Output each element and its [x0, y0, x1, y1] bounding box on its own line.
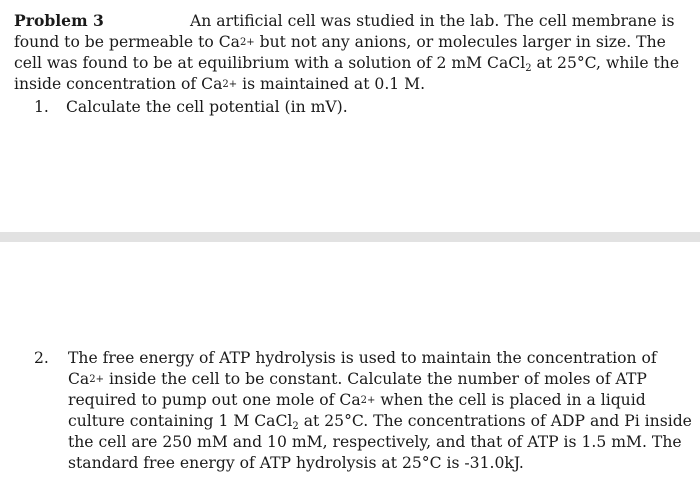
intro-text-3a: cell was found to be at equilibrium with a solution of 2 mM CaCl — [14, 54, 526, 72]
ion-charge-superscript: 2+ — [239, 37, 255, 48]
ion-charge-superscript: 2+ — [89, 374, 104, 385]
q2-line-6: standard free energy of ATP hydrolysis at 25°C is -31.0kJ. — [68, 454, 524, 472]
q2-text-3b: when the cell is placed in a liquid — [375, 391, 646, 409]
chloride-subscript: 2 — [525, 63, 532, 74]
q2-line-4 — [68, 411, 692, 432]
q2-text-4a: culture containing 1 M CaCl — [68, 412, 293, 430]
intro-line-1 — [14, 10, 694, 32]
q2-line-2 — [68, 369, 692, 390]
q2-line-1: The free energy of ATP hydrolysis is used to maintain the concentration of — [68, 349, 657, 367]
question-2-body — [68, 348, 692, 474]
question-2 — [34, 348, 692, 474]
q2-line-3 — [68, 390, 692, 411]
intro-text-4b: is maintained at 0.1 M. — [237, 75, 426, 93]
q2-text-4b: at 25°C. The concentrations of ADP and Pi inside — [298, 412, 692, 430]
ion-charge-superscript: 2+ — [360, 395, 376, 406]
problem-intro — [14, 10, 694, 118]
chloride-subscript: 2 — [292, 421, 299, 432]
intro-line-2 — [14, 32, 694, 53]
intro-text-2a: found to be permeable to Ca — [14, 33, 240, 51]
q2-text-3a: required to pump out one mole of Ca — [68, 391, 361, 409]
ion-charge-superscript: 2+ — [222, 79, 238, 90]
q2-line-5: the cell are 250 mM and 10 mM, respectively, and that of ATP is 1.5 mM. The — [68, 433, 682, 451]
question-1 — [14, 97, 694, 118]
intro-text-3b: at 25°C, while the — [531, 54, 680, 72]
q2-text-2b: inside the cell to be constant. Calculate the number of moles of ATP — [103, 370, 647, 388]
question-1-text: Calculate the cell potential (in mV). — [66, 98, 348, 116]
section-divider — [0, 232, 700, 242]
q2-text-2a: Ca — [68, 370, 90, 388]
question-1-number: 1. — [34, 98, 49, 116]
intro-text-4a: inside concentration of Ca — [14, 75, 223, 93]
intro-line-3 — [14, 53, 694, 74]
problem-heading: Problem 3 — [14, 11, 104, 30]
intro-text-1: An artificial cell was studied in the lab. The cell membrane is — [190, 12, 675, 30]
question-2-number: 2. — [34, 349, 49, 367]
intro-text-2b: but not any anions, or molecules larger in size. The — [254, 33, 666, 51]
intro-line-4 — [14, 74, 694, 95]
